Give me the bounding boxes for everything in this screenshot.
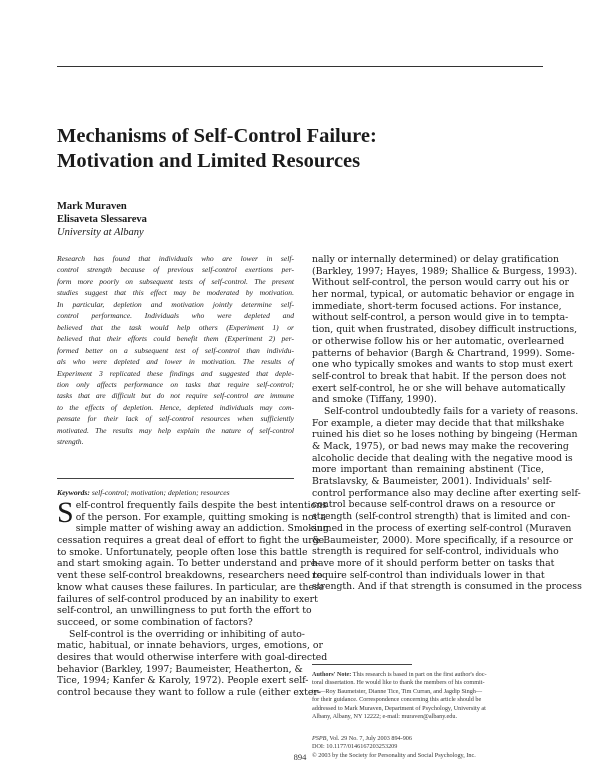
right-column-line: control because self-control draws on a resource or	[312, 499, 556, 511]
abstract-line: Experiment 3 replicated these findings and suggested that deple-	[57, 368, 294, 378]
abstract-line: to the effects of depletion. Hence, depleted individuals may com-	[57, 402, 294, 412]
right-column-line: ruined his diet so he loses nothing by bingeing (Herman	[312, 429, 578, 441]
right-column-line: & Baumeister, 2000). More specifically, if a resource or	[312, 534, 573, 546]
right-column-line: strength. And if that strength is consumed in the process	[312, 581, 582, 593]
affiliation: University at Albany	[57, 227, 144, 238]
abstract-line: strength.	[57, 437, 84, 447]
pub-copyright: © 2003 by the Society for Personality and Social Psychology, Inc.	[312, 751, 476, 759]
intro-line: behavior (Barkley, 1997; Baumeister, Heatherton, &	[57, 663, 303, 675]
right-column-line: nally or internally determined) or delay gratification	[312, 254, 560, 265]
pub-line-1	[312, 735, 544, 743]
intro-line: desires that would otherwise interfere with goal-directed	[57, 651, 328, 663]
abstract-line: believed that the task would help others (Experiment 1) or	[57, 322, 294, 332]
article-title	[57, 124, 543, 174]
intro-line: failures of self-control produced by an inability to exert	[57, 593, 318, 605]
abstract-line: control strength because of previous self-control exertions per-	[57, 265, 294, 275]
right-column-line: have more of it should perform better on tasks that	[312, 557, 555, 569]
pub-doi: DOI: 10.1177/0146167203253209	[312, 743, 398, 751]
intro-line: of the person. For example, quitting smoking is not a	[75, 511, 326, 523]
right-column-line: her normal, typical, or automatic behavior or engage in	[312, 289, 575, 301]
abstract-line: In particular, depletion and motivation jointly determine self-	[57, 299, 294, 309]
keywords-rule	[57, 478, 294, 479]
intro-line: matic, habitual, or innate behaviors, urges, emotions, or	[57, 640, 323, 652]
footnote-line: toral dissertation. He would like to thank the members of his commit-	[312, 679, 485, 687]
intro-line: to smoke. Unfortunately, people often lose this battle	[57, 546, 308, 558]
authors-note	[312, 671, 544, 721]
abstract-line: Research has found that individuals who are lower in self-	[57, 254, 294, 263]
abstract-line: control performance. Individuals who were depleted and	[57, 311, 294, 321]
footnote-text: This research is based in part on the first author's doc-	[352, 671, 487, 678]
author-1: Mark Muraven	[57, 201, 127, 212]
right-column-line: sumed in the process of exerting self-control (Muraven	[312, 522, 572, 534]
intro-line: and start smoking again. To better understand and pre-	[57, 558, 320, 570]
top-rule	[57, 66, 543, 67]
abstract-line: als who were depleted and lower in motivation. The results of	[57, 357, 294, 367]
right-column-line: tion, quit when frustrated, disobey difficult instructions,	[312, 324, 578, 336]
intro-line: elf-control frequently fails despite the best intentions	[75, 500, 327, 511]
right-column-line: exert self-control, he or she will behave automatically	[312, 382, 566, 394]
abstract-line: believed that their efforts could benefit them (Experiment 2) per-	[57, 334, 294, 344]
author-block	[57, 200, 457, 239]
right-column-line: & Mack, 1975), or bad news may make the recovering	[312, 441, 569, 452]
drop-cap: S	[57, 496, 74, 529]
title-line-2: Motivation and Limited Resources	[57, 150, 361, 172]
right-column-line: control performance also may decline after exerting self-	[312, 487, 581, 499]
intro-line: cessation requires a great deal of effort to fight the urge	[57, 535, 325, 547]
intro-line: know what causes these failures. In particular, are these	[57, 581, 325, 593]
intro-line: Tice, 1994; Kanfer & Karoly, 1972). People exert self-	[57, 675, 309, 687]
right-column-line: require self-control than individuals lower in that	[312, 569, 545, 581]
right-column-line: patterns of behavior (Bargh & Chartrand, 1999). Some-	[312, 347, 575, 359]
authors-note-label: Authors' Note:	[312, 671, 352, 678]
intro-line: simple matter of wishing away an addiction. Smoking	[75, 523, 329, 535]
journal-abbrev: PSPB	[312, 735, 327, 742]
keywords-text: self-control; motivation; depletion; resources	[91, 488, 230, 497]
right-column-line: one who typically smokes and wants to stop must exert	[312, 359, 573, 371]
right-column-line: strength (self-control strength) that is limited and con-	[312, 511, 571, 523]
abstract-line: pensate for their lack of self-control resources when sufficiently	[57, 414, 294, 424]
intro-line: vent these self-control breakdowns, researchers need to	[57, 570, 323, 582]
abstract-line: tion only affects performance on tasks that require self-control;	[57, 379, 294, 389]
title-line-1: Mechanisms of Self-Control Failure:	[57, 125, 377, 147]
abstract-line: motivated. The results may help explain the nature of self-control	[57, 425, 294, 435]
intro-line: Self-control is the overriding or inhibiting of auto-	[69, 628, 305, 640]
right-column-line: alcoholic decide that dealing with the negative mood is	[312, 452, 573, 464]
author-2: Elisaveta Slessareva	[57, 214, 147, 225]
keywords-label: Keywords:	[57, 488, 90, 497]
journal-volume: , Vol. 29 No. 7, July 2003 894-906	[326, 735, 412, 742]
right-column-line: strength is required for self-control, individuals who	[312, 546, 559, 558]
intro-line: control because they want to follow a rule (either exter-	[57, 687, 321, 698]
footnote-rule	[312, 664, 412, 665]
abstract	[57, 253, 294, 448]
intro-text	[57, 496, 329, 699]
abstract-line: studies suggest that this effect may be moderated by motivation.	[57, 288, 294, 298]
right-column-line: Bratslavsky, & Baumeister, 2001). Individuals' self-	[312, 476, 552, 488]
footnote-line: addressed to Mark Muraven, Department of Psychology, University at	[312, 704, 486, 712]
right-column-line: self-control to break that habit. If the person does not	[312, 370, 566, 382]
abstract-line: tasks that are difficult but do not require self-control are immune	[57, 391, 294, 401]
footnote-line: Albany, Albany, NY 12222; e-mail: muraven@albany.edu.	[312, 713, 457, 721]
abstract-line: formed better on a subsequent test of self-control than individu-	[57, 345, 294, 355]
right-column-line: Self-control undoubtedly fails for a variety of reasons.	[324, 405, 579, 417]
intro-line: self-control, an unwillingness to put forth the effort to	[57, 605, 312, 617]
right-column-line: more important than remaining abstinent (Tice,	[312, 464, 544, 476]
right-column-line: For example, a dieter may decide that that milkshake	[312, 417, 565, 429]
right-column-line: immediate, short-term focused actions. For instance,	[312, 300, 562, 312]
page-number: 894	[293, 752, 307, 762]
right-column-line: and smoke (Tiffany, 1990).	[312, 394, 437, 406]
intro-line: succeed, or some combination of factors?	[57, 616, 253, 628]
right-column-line: without self-control, a person would give in to tempta-	[312, 312, 569, 324]
footnote-line: tee—Roy Baumeister, Dianne Tice, Tim Curran, and Jagdip Singh—	[312, 687, 483, 695]
footnote-line	[312, 671, 544, 679]
footnote-line: for their guidance. Correspondence concerning this article should be	[312, 696, 482, 704]
keywords	[57, 488, 294, 498]
right-column-line: (Barkley, 1997; Hayes, 1989; Shallice & Burgess, 1993).	[312, 265, 578, 277]
right-column-line: or otherwise follow his or her automatic, overlearned	[312, 335, 565, 347]
right-column-text	[312, 254, 582, 593]
right-column-line: Without self-control, the person would carry out his or	[312, 277, 569, 289]
abstract-line: form more poorly on subsequent tests of self-control. The present	[57, 276, 294, 286]
